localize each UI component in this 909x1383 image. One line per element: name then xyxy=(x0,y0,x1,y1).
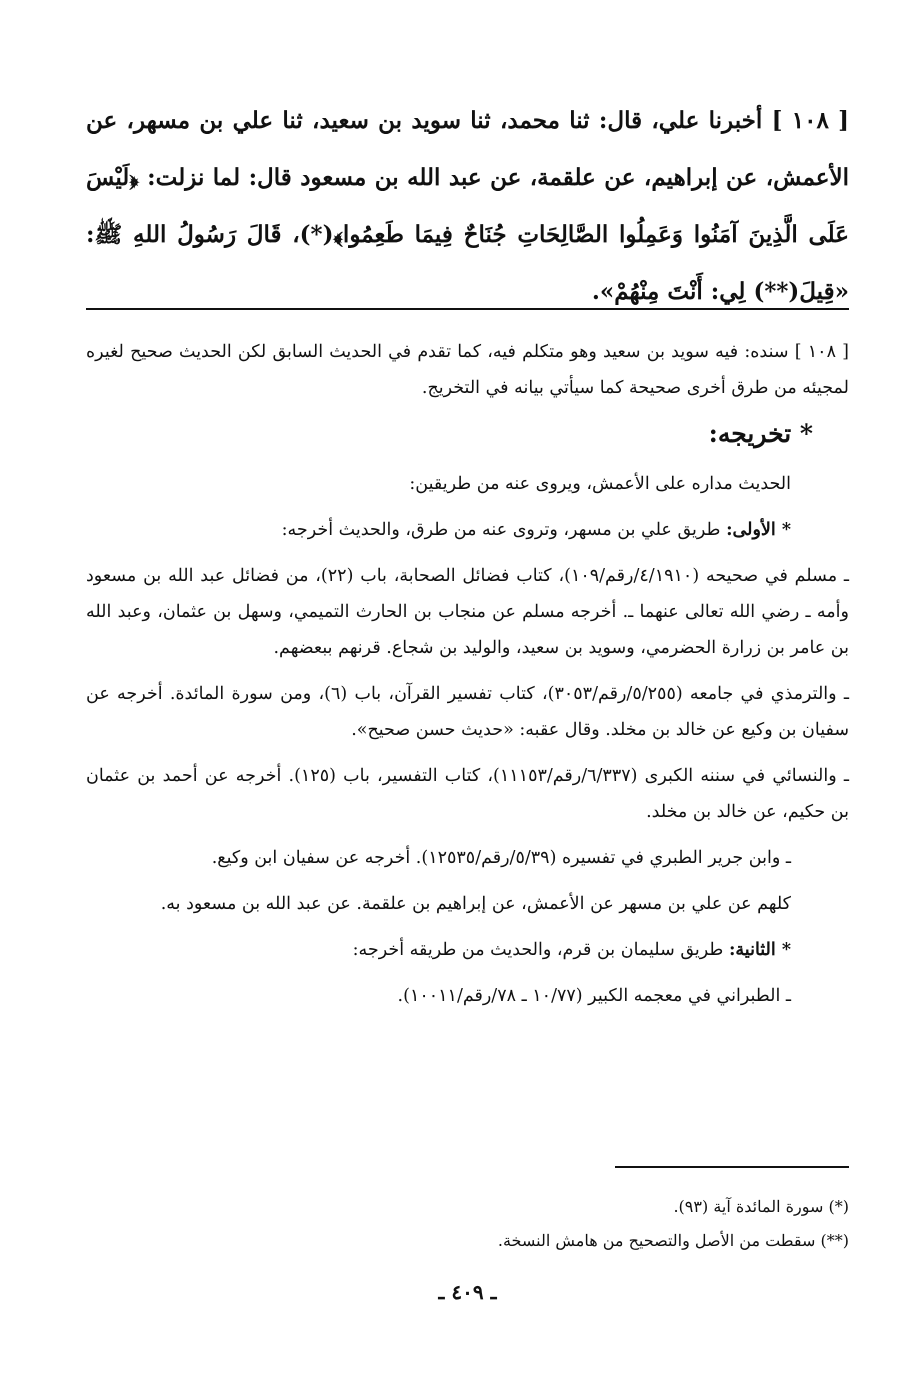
second-route-text: طريق سليمان بن قرم، والحديث من طريقه أخرجه: xyxy=(352,940,724,960)
footnotes-block xyxy=(86,1190,849,1258)
second-route-lead: * الثانية: xyxy=(728,940,791,960)
first-route-paragraph xyxy=(86,512,849,548)
footnote-two: (**) سقطت من الأصل والتصحيح من هامش النسخة. xyxy=(497,1231,849,1250)
nasai-paragraph: ـ والنسائي في سننه الكبرى (٦/٣٣٧/رقم/١١١٥٣)، كتاب التفسير، باب (١٢٥). أخرجه عن أحمد بن عثمان بن حكيم، عن خالد بن مخلد. xyxy=(86,766,849,822)
first-route-text: طريق علي بن مسهر، وتروى عنه من طرق، والحديث أخرجه: xyxy=(281,520,721,540)
muslim-paragraph: ـ مسلم في صحيحه (٤/١٩١٠/رقم/١٠٩)، كتاب فضائل الصحابة، باب (٢٢)، من فضائل عبد الله بن مسعود وأمه ـ رضي الله تعالى عنهما ـ. أخرجه مسلم عن منجاب بن الحارث التميمي، وسهل بن عثمان، وعبد الله بن عامر بن زرارة الحضرمي، وسويد بن سعيد، والوليد بن شجاع. قرنهم ببعضهم. xyxy=(86,566,850,658)
hadith-number: [ ١٠٨ ] xyxy=(771,107,850,134)
first-route-lead: * الأولى: xyxy=(726,520,791,540)
intro-paragraph: الحديث مداره على الأعمش، ويروى عنه من طريقين: xyxy=(409,474,791,494)
section-divider xyxy=(86,308,849,310)
tabarani-paragraph: ـ الطبراني في معجمه الكبير (١٠/٧٧ ـ ٧٨/رقم/١٠٠١١). xyxy=(397,986,791,1006)
takhrij-heading: * تخريجه: xyxy=(708,419,813,448)
second-route-paragraph xyxy=(86,932,849,968)
book-page xyxy=(86,0,849,1383)
all-of-them-paragraph: كلهم عن علي بن مسهر عن الأعمش، عن إبراهيم بن علقمة. عن عبد الله بن مسعود به. xyxy=(160,894,791,914)
footnote-divider xyxy=(615,1166,849,1168)
tabari-paragraph: ـ وابن جرير الطبري في تفسيره (٥/٣٩/رقم/١٢٥٣٥). أخرجه عن سفيان ابن وكيع. xyxy=(211,848,791,868)
page-number: ـ ٤٠٩ ـ xyxy=(438,1280,497,1304)
hadith-body: أخبرنا علي، قال: ثنا محمد، ثنا سويد بن سعيد، ثنا علي بن مسهر، عن الأعمش، عن إبراهيم، عن علقمة، عن عبد الله بن مسعود قال: لما نزلت: ﴿لَيْسَ عَلَى الَّذِينَ آمَنُوا وَعَمِلُوا الصَّالِحَاتِ جُنَاحٌ فِيمَا طَعِمُوا﴾(*)، قَالَ رَسُولُ اللهِ ﷺ: «قِيلَ(**) لِي: أَنْتَ مِنْهُمْ». xyxy=(86,107,849,305)
hadith-text-block xyxy=(86,92,849,320)
tirmidhi-paragraph: ـ والترمذي في جامعه (٥/٢٥٥/رقم/٣٠٥٣)، كتاب تفسير القرآن، باب (٦)، ومن سورة المائدة. أخرجه عن سفيان بن وكيع عن خالد بن مخلد. وقال عقبه: «حديث حسن صحيح». xyxy=(86,684,849,740)
sanad-paragraph: [ ١٠٨ ] سنده: فيه سويد بن سعيد وهو متكلم فيه، كما تقدم في الحديث السابق لكن الحديث صحيح لغيره لمجيئه من طرق أخرى صحيحة كما سيأتي بيانه في التخريج. xyxy=(86,342,849,398)
commentary-block xyxy=(86,334,849,1014)
hadith-paragraph xyxy=(86,92,849,320)
footnote-one: (*) سورة المائدة آية (٩٣). xyxy=(673,1197,849,1216)
